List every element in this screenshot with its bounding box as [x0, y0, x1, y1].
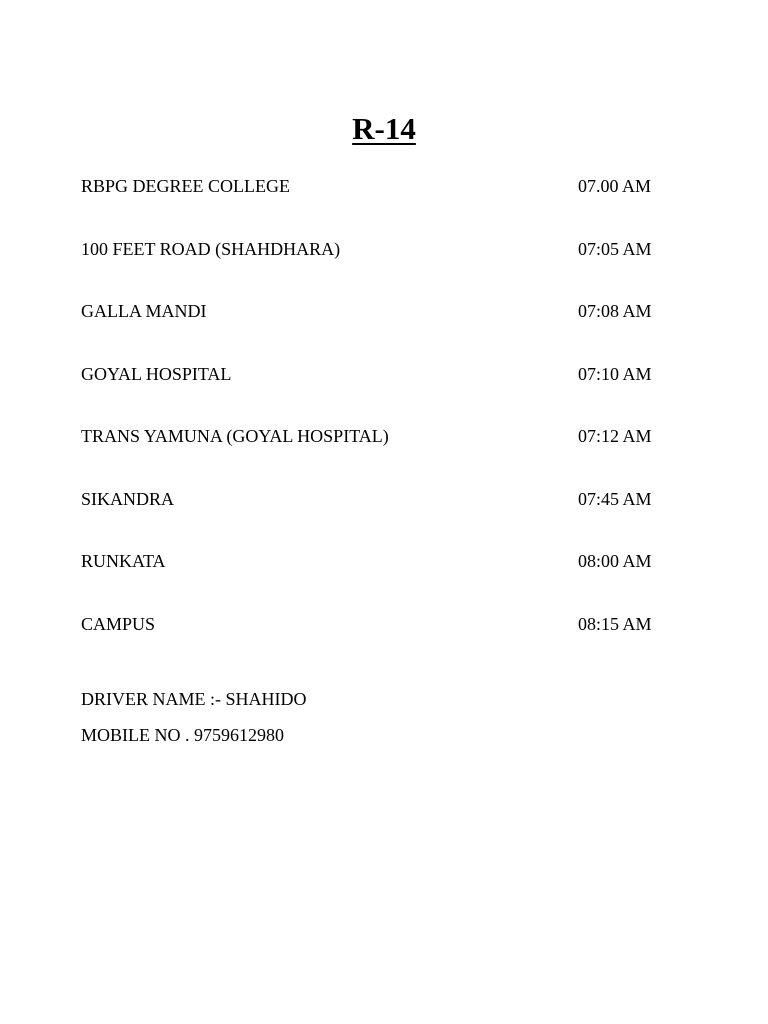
- route-title: [0, 110, 768, 148]
- stop-time: 07.00 AM: [578, 176, 652, 196]
- stop-name: RUNKATA: [81, 551, 166, 571]
- stop-name: TRANS YAMUNA (GOYAL HOSPITAL): [81, 426, 389, 446]
- stop-name: GALLA MANDI: [81, 301, 207, 321]
- stop-time: 07:08 AM: [578, 301, 652, 321]
- stop-row: [81, 237, 661, 300]
- driver-info: [81, 687, 307, 759]
- stop-row: [81, 362, 661, 425]
- stop-row: [81, 612, 661, 675]
- stop-time: 08:00 AM: [578, 551, 652, 571]
- stop-row: [81, 549, 661, 612]
- stop-name: SIKANDRA: [81, 488, 175, 509]
- stop-time: 07:10 AM: [578, 363, 652, 384]
- route-title-text: R-14: [352, 111, 416, 146]
- stop-row: [81, 299, 661, 362]
- stop-name: GOYAL HOSPITAL: [81, 363, 232, 384]
- stop-time: 07:12 AM: [578, 426, 652, 446]
- driver-mobile: MOBILE NO . 9759612980: [81, 725, 284, 745]
- stop-name: 100 FEET ROAD (SHAHDHARA): [81, 238, 341, 259]
- stop-list: [81, 174, 661, 674]
- driver-name: DRIVER NAME :- SHAHIDO: [81, 689, 307, 709]
- stop-row: [81, 424, 661, 487]
- stop-time: 08:15 AM: [578, 613, 652, 634]
- stop-name: CAMPUS: [81, 613, 156, 634]
- stop-time: 07:45 AM: [578, 488, 652, 509]
- stop-name: RBPG DEGREE COLLEGE: [81, 176, 290, 196]
- stop-row: [81, 487, 661, 550]
- stop-time: 07:05 AM: [578, 238, 652, 259]
- stop-row: [81, 174, 661, 237]
